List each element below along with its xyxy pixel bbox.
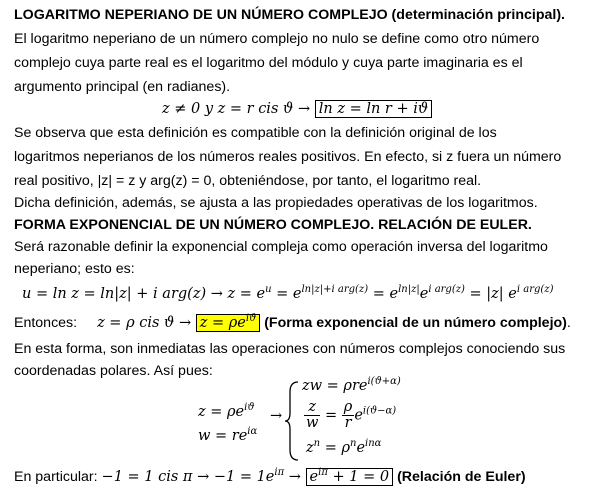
s2-formula-eq4: = |z| e [464,286,517,302]
s1-para1-line3: argumento principal (en radianes). [14,79,231,95]
sys-pow-e: e [356,440,366,456]
s2-formula-eq3: e [419,286,429,302]
s1-para2-line1: Se observa que esta definición es compatible con la definición original de los [14,125,497,141]
sys-w [198,424,257,448]
sys-z [198,400,257,424]
s2-formula-eq2: = e [368,286,399,302]
s2-para2-line1: En esta forma, son inmediatas las operaciones con números complejos conociendo sus [14,341,566,357]
sys-pow-z: z [306,440,314,456]
sys-pow-rho-n: n [350,438,357,450]
s1-formula-boxed: ln z = ln r + iϑ [315,100,432,118]
euler-note: (Relación de Euler) [397,469,526,485]
s2-particular-line [14,468,526,486]
sys-div-exp: i(ϑ−α) [362,405,397,417]
s2-para2-line2: coordenadas polares. Así pues: [14,363,213,379]
s2-para1-line1: Será razonable definir la exponencial compleja como operación inversa del logaritmo [14,239,548,255]
euler-boxed [306,468,394,486]
entonces-formula: z = ρ cis ϑ → [97,315,196,331]
sys-div-den-l: w [306,415,319,431]
s1-para1-line2: complejo cuya parte real es el logaritmo del módulo y cuya parte imaginaria es el [14,55,523,71]
sys-div-num-l: z [304,400,320,416]
s2-para1-line2: neperiano; esto es: [14,261,135,277]
sys-z-exp: iϑ [244,402,255,414]
sys-brace [284,380,300,462]
euler-base: e [309,469,319,485]
sys-w-exp: iα [247,426,258,438]
sys-zw-text: zw = ρre [302,378,368,394]
s2-formula-exp3: i arg(z) [428,284,465,296]
entonces-label: Entonces: [14,315,78,331]
sys-brace-path [285,382,298,460]
s1-para2-line2: logaritmos neperianos de los números reales positivos. En efecto, si z fuera un número [14,149,562,165]
s1-formula [162,100,432,118]
s2-formula-eq1: = e [271,286,302,302]
s2-formula-part1: u = ln z = ln|z| + i arg(z) → z = e [22,286,266,302]
entonces-boxed-base: z = ρe [199,315,246,331]
s2-formula-exp4: i arg(z) [516,284,554,296]
particular-formula [102,469,306,485]
particular-label: En particular: [14,469,98,485]
s1-para2-line3: real positivo, |z| = z y arg(z) = 0, obteniéndose, por tanto, el logaritmo real. [14,173,482,189]
particular-arrow: → [284,469,306,485]
entonces-note: (Forma exponencial de un número complejo) [264,315,567,331]
sys-div-den-r: r [344,415,352,431]
section2-title: FORMA EXPONENCIAL DE UN NÚMERO COMPLEJO. RELACIÓN DE EULER. [14,217,532,233]
sys-div-e: e [354,407,363,424]
sys-div-eq: = [320,407,342,424]
sys-zw-exp: i(ϑ+α) [367,376,401,388]
sys-w-text: w = re [198,428,248,444]
s1-para2-line4: Dicha definición, además, se ajusta a las propiedades operativas de los logaritmos. [14,195,538,211]
entonces-boxed [196,314,260,332]
s2-formula-exp-u: u [265,284,272,296]
sys-pow-exp: inα [365,438,382,450]
section1-title: LOGARITMO NEPERIANO DE UN NÚMERO COMPLEJO (determinación principal). [14,7,565,23]
s2-formula-exp2: ln|z| [398,284,420,296]
euler-rest: + 1 = 0 [327,469,390,485]
sys-z-text: z = ρe [198,404,245,420]
s2-formula-exp1: ln|z|+i arg(z) [301,284,369,296]
sys-div-frac-left [304,400,320,431]
sys-arrow: → [270,408,283,424]
sys-div-frac-right [342,400,355,431]
sys-pow-n: n [313,438,321,450]
s1-para1-line1: El logaritmo neperiano de un número complejo no nulo se define como otro número [14,31,540,47]
entonces-boxed-exp: iϑ [245,313,257,325]
sys-zw [302,378,401,394]
particular-exp: iπ [274,467,285,479]
sys-pow-eq: = ρ [320,440,350,456]
euler-exp: iπ [318,467,328,479]
sys-div-num-r: ρ [343,399,353,415]
sys-left [198,400,257,448]
particular-formula-text: −1 = 1 cis π → −1 = 1e [101,469,275,485]
s2-formula-main [22,285,553,303]
s2-entonces-line [14,314,571,332]
s1-formula-lhs: z ≠ 0 y z = r cis ϑ → [162,101,315,117]
sys-div [304,400,396,431]
entonces-end: . [566,315,571,331]
sys-pow [306,440,381,456]
